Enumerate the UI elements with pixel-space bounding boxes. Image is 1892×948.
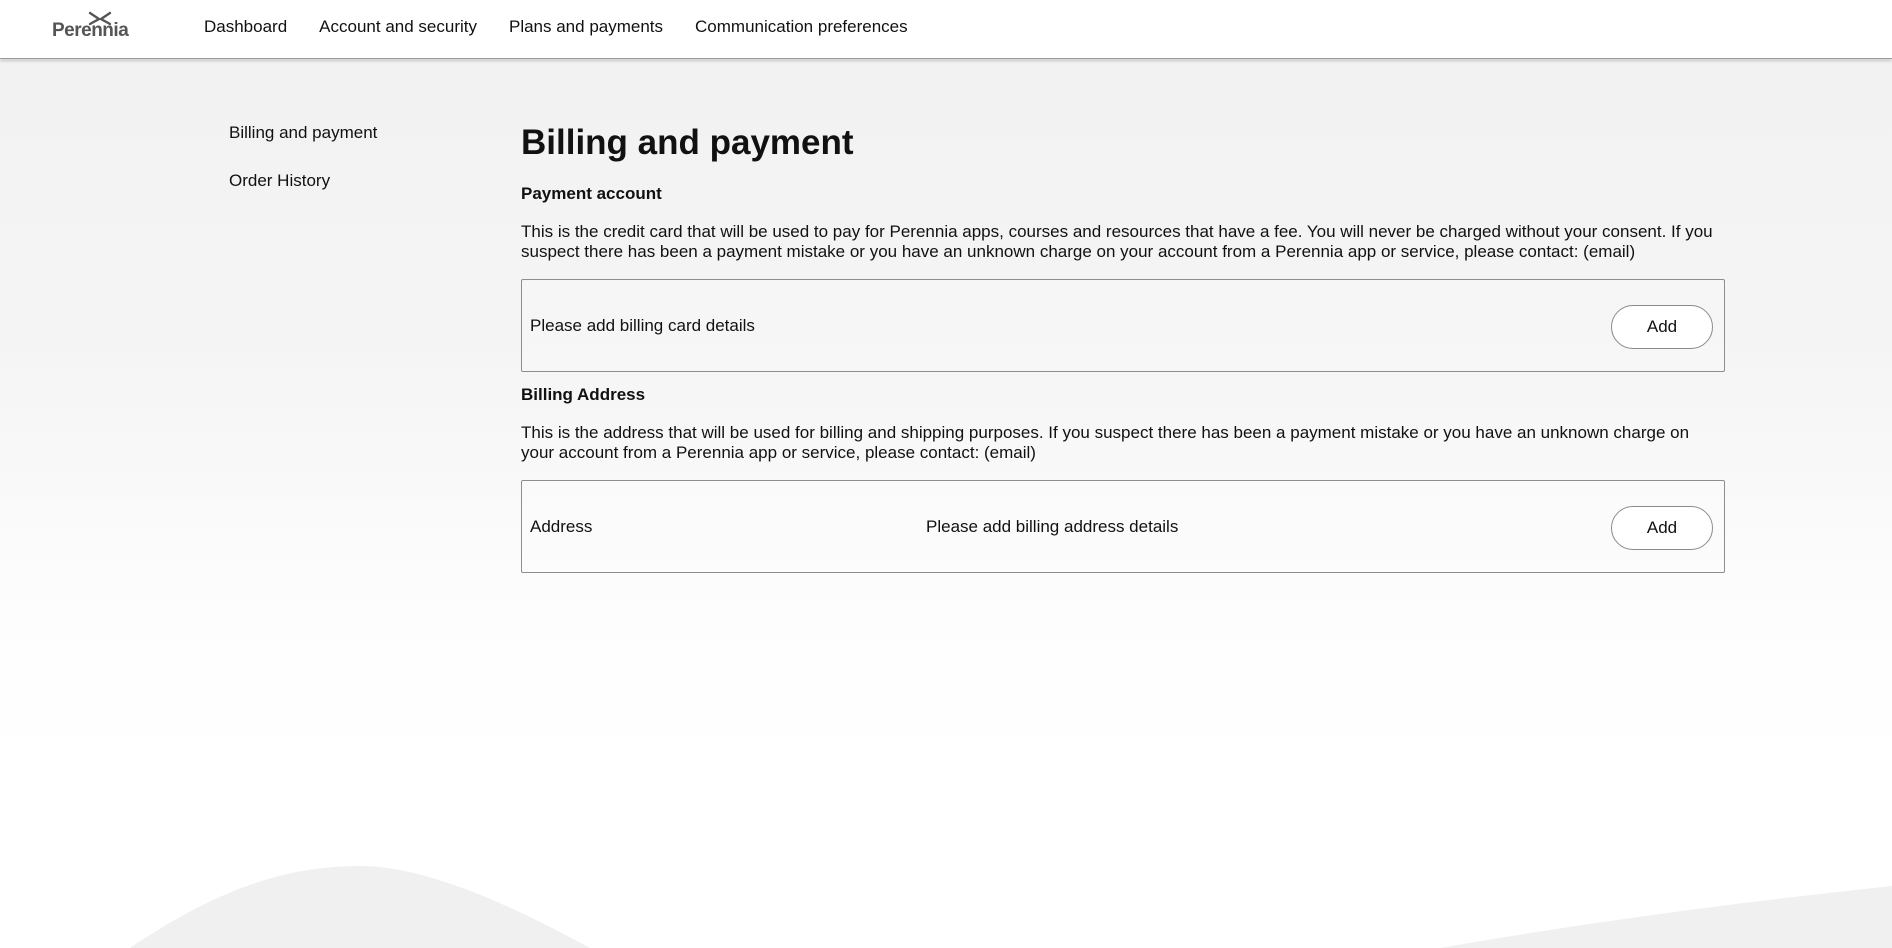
page-title: Billing and payment <box>521 123 854 162</box>
top-navigation-bar <box>0 0 1892 59</box>
sidebar-item-order-history[interactable]: Order History <box>229 171 331 190</box>
billing-card-empty-text: Please add billing card details <box>530 316 755 335</box>
nav-item-dashboard[interactable]: Dashboard <box>204 17 288 36</box>
billing-address-description: This is the address that will be used for billing and shipping purposes. If you suspect there has been a payment mistake or you have an unknown charge on your account from a Perennia app or service, please contact: (email) <box>521 423 1690 462</box>
address-field-label: Address <box>530 517 593 536</box>
sidebar-item-billing-payment[interactable]: Billing and payment <box>229 123 378 142</box>
nav-item-account-security[interactable]: Account and security <box>319 17 477 36</box>
sidebar <box>229 122 377 218</box>
billing-card-panel <box>521 279 1725 372</box>
add-billing-address-button[interactable]: Add <box>1611 506 1713 550</box>
billing-address-empty-text: Please add billing address details <box>926 517 1179 536</box>
logo-wordmark: Perennia <box>52 20 129 41</box>
add-billing-card-button[interactable]: Add <box>1611 305 1713 349</box>
nav-item-communication-preferences[interactable]: Communication preferences <box>695 17 908 36</box>
billing-address-heading: Billing Address <box>521 385 646 404</box>
payment-account-heading: Payment account <box>521 184 662 203</box>
main-content <box>521 120 1725 585</box>
payment-account-description: This is the credit card that will be used to pay for Perennia apps, courses and resources that have a fee. You will never be charged without your consent. If you suspect there has been a payment mistake or you have an unknown charge on your account from a Perennia app or service, please contact: (email) <box>521 222 1713 261</box>
brand-logo[interactable] <box>52 11 128 41</box>
billing-address-panel <box>521 480 1725 573</box>
main-nav <box>204 16 940 38</box>
nav-item-plans-payments[interactable]: Plans and payments <box>508 17 664 36</box>
